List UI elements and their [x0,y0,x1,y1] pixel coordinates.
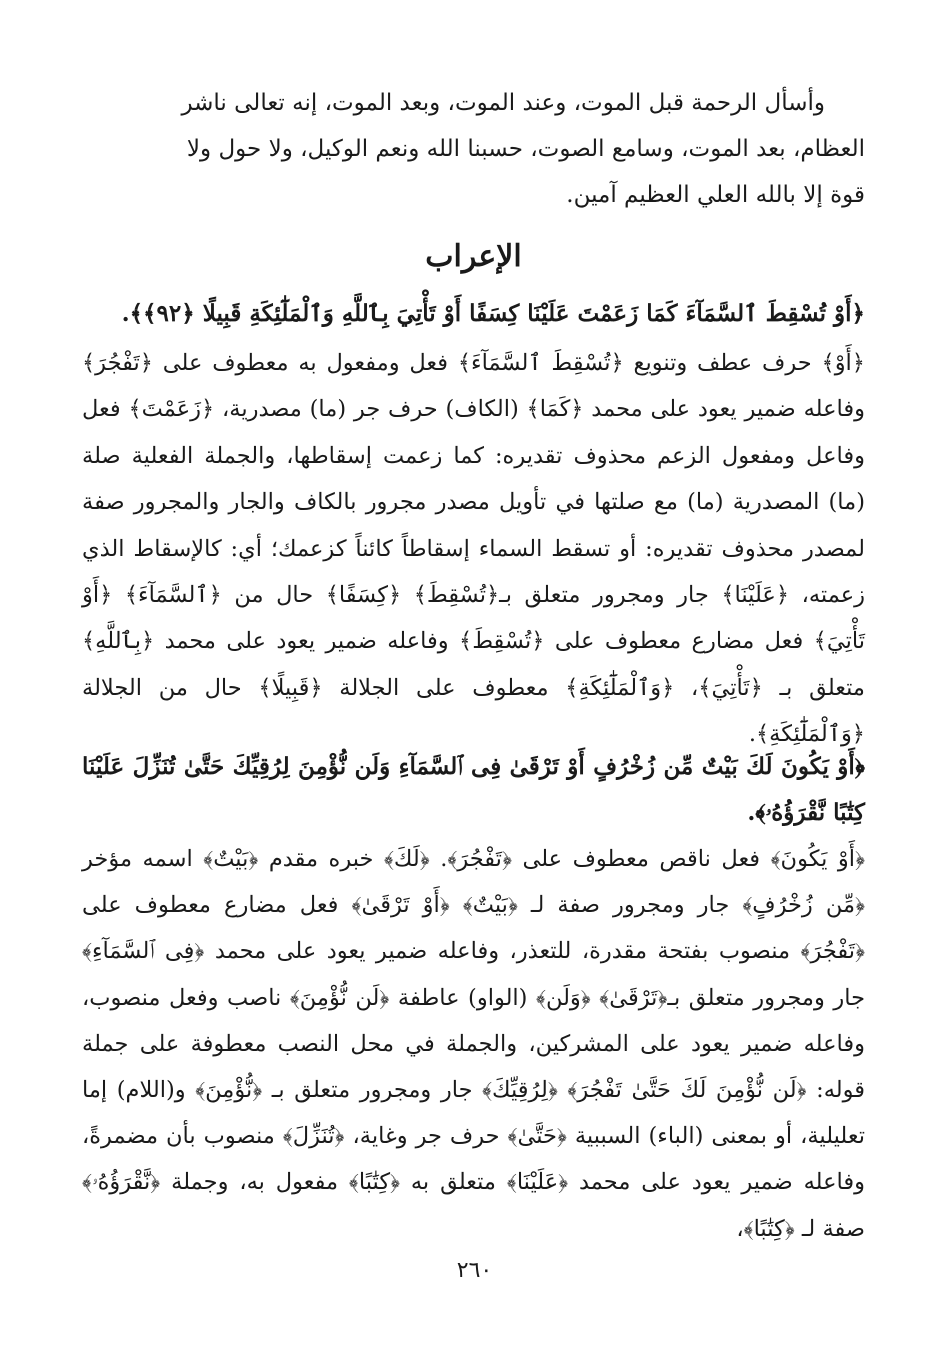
intro-line-3: قوة إلا بالله العلي العظيم آمين. [566,182,865,208]
page-number: ٢٦٠ [456,1258,493,1283]
intro-line-2: العظام، بعد الموت، وسامع الصوت، حسبنا الله ونعم الوكيل، ولا حول ولا [186,136,865,162]
irab-text-1: ﴿أَوْ﴾ حرف عطف وتنويع ﴿تُسْقِطَ ٱلسَّمَآءَ﴾ فعل ومفعول به معطوف على ﴿تَفْجُرَ﴾ وفاعله ضمير يعود على محمد ﴿كَمَا﴾ (الكاف) حرف جر (ما) مصدرية، ﴿زَعَمْتَ﴾ فعل وفاعل ومفعول الزعم محذوف تقديره: كما زعمت إسقاطها، والجملة الفعلية صلة (ما) المصدرية (ما) مع صلتها في تأويل مصدر مجرور بالكاف والجار والمجرور صفة لمصدر محذوف تقديره: أو تسقط السماء إسقاطاً كائناً كزعمك؛ أي: كالإسقاط الذي زعمته، ﴿عَلَيْنَا﴾ جار ومجرور متعلق بـ﴿تُسْقِطَ﴾ ﴿كِسَفًا﴾ حال من ﴿ٱلسَّمَآءَ﴾ ﴿أَوْ تَأْتِيَ﴾ فعل مضارع معطوف على ﴿تُسْقِطَ﴾ وفاعله ضمير يعود على محمد ﴿بِٱللَّهِ﴾ متعلق بـ ﴿تَأْتِيَ﴾، ﴿وَٱلْمَلَٰٓئِكَةِ﴾ معطوف على الجلالة ﴿قَبِيلًا﴾ حال من الجلالة ﴿وَٱلْمَلَٰٓئِكَةِ﴾. [82,350,865,748]
intro-paragraph [82,80,865,218]
intro-line-1: وأسأل الرحمة قبل الموت، وعند الموت، وبعد الموت، إنه تعالى ناشر [181,90,825,116]
irab-paragraph-2 [82,836,865,1252]
irab-paragraph-1 [82,340,865,758]
irab-text-2: ﴿أَوْ يَكُونَ﴾ فعل ناقص معطوف على ﴿تَفْجُرَ﴾. ﴿لَكَ﴾ خبره مقدم ﴿بَيْتٌ﴾ اسمه مؤخر ﴿مِّن زُخْرُفٍ﴾ جار ومجرور صفة لـ ﴿بَيْتٌ﴾ ﴿أَوْ تَرْقَىٰ﴾ فعل مضارع معطوف على ﴿تَفْجُرَ﴾ منصوب بفتحة مقدرة، للتعذر، وفاعله ضمير يعود على محمد ﴿فِى ٱلسَّمَآءِ﴾ جار ومجرور متعلق بـ﴿تَرْقَىٰ﴾ ﴿وَلَن﴾ (الواو) عاطفة ﴿لَن نُّؤْمِنَ﴾ ناصب وفعل منصوب، وفاعله ضمير يعود على المشركين، والجملة في محل النصب معطوفة على جملة قوله: ﴿لَن نُّؤْمِنَ لَكَ حَتَّىٰ تَفْجُرَ﴾ ﴿لِرُقِيِّكَ﴾ جار ومجرور متعلق بـ ﴿نُّؤْمِنَ﴾ و(اللام) إما تعليلية، أو بمعنى (الباء) السببية ﴿حَتَّىٰ﴾ حرف جر وغاية، ﴿تُنَزِّلَ﴾ منصوب بأن مضمرةً، وفاعله ضمير يعود على محمد ﴿عَلَيْنَا﴾ متعلق به ﴿كِتَٰبًا﴾ مفعول به، وجملة ﴿نَّقْرَؤُهُۥ﴾ صفة لـ ﴿كِتَٰبًا﴾، [82,846,865,1242]
quran-verse-93: ﴿أَوْ يَكُونَ لَكَ بَيْتٌ مِّن زُخْرُفٍ أَوْ تَرْقَىٰ فِى ٱلسَّمَآءِ وَلَن نُّؤْمِنَ لِرُقِيِّكَ حَتَّىٰ تُنَزِّلَ عَلَيْنَا كِتَٰبًا نَّقْرَؤُهُۥ﴾. [82,753,865,826]
section-heading: الإعراب [425,239,522,274]
quran-verse-92: ﴿أَوْ تُسْقِطَ ٱلسَّمَآءَ كَمَا زَعَمْتَ عَلَيْنَا كِسَفًا أَوْ تَأْتِيَ بِٱللَّهِ وَٱلْمَلَٰٓئِكَةِ قَبِيلًا ﴿٩٢﴾﴾. [121,300,865,327]
